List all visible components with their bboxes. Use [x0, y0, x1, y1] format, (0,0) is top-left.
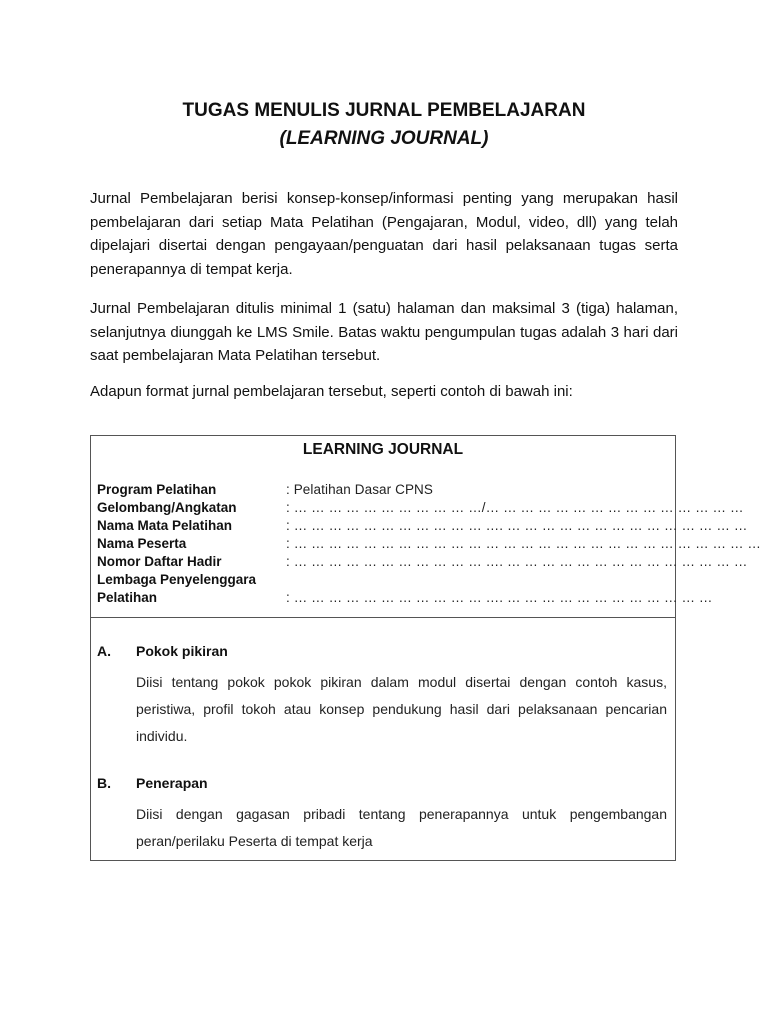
section-penerapan — [97, 773, 667, 853]
field-value: : … … … … … … … … … … … …. … … … … … … … … … … … … … … — [286, 554, 748, 569]
section-letter: A. — [97, 643, 111, 659]
section-body: Diisi tentang pokok pokok pikiran dalam modul disertai dengan contoh kasus, peristiwa, profil tokoh atau konsep pendukung hasil dari pelaksanaan pencarian individu. — [136, 674, 667, 744]
intro-paragraph-3: Adapun format jurnal pembelajaran tersebut, seperti contoh di bawah ini: — [90, 383, 573, 400]
document-subtitle: (LEARNING JOURNAL) — [279, 128, 489, 149]
field-value: : … … … … … … … … … … … …. … … … … … … … … … … … … — [286, 590, 713, 605]
field-label: Program Pelatihan — [97, 482, 217, 497]
field-gelombang-angkatan — [97, 499, 744, 517]
field-value: : … … … … … … … … … … … … … … … … … … … … … … … … … … … — [286, 536, 762, 551]
section-pokok-pikiran — [97, 641, 667, 744]
section-body: Diisi dengan gagasan pribadi tentang penerapannya untuk pengembangan peran/perilaku Peserta di tempat kerja — [136, 806, 667, 849]
field-label: Gelombang/Angkatan — [97, 500, 237, 515]
field-value: : … … … … … … … … … … … …. … … … … … … … … … … … … … … — [286, 518, 748, 533]
field-pelatihan — [97, 589, 713, 607]
field-label: Pelatihan — [97, 590, 158, 605]
intro-paragraph-2: Jurnal Pembelajaran ditulis minimal 1 (satu) halaman dan maksimal 3 (tiga) halaman, selanjutnya diunggah ke LMS Smile. Batas waktu pengumpulan tugas adalah 3 hari dari saat pembelajaran Mata Pelatihan tersebut. — [90, 300, 678, 364]
field-label: Nomor Daftar Hadir — [97, 554, 222, 569]
field-label: Nama Peserta — [97, 536, 187, 551]
section-heading: Pokok pikiran — [136, 643, 228, 659]
field-value: : … … … … … … … … … … …/… … … … … … … … … … … … … … … — [286, 500, 744, 515]
field-label: Lembaga Penyelenggara — [97, 572, 257, 587]
journal-title: LEARNING JOURNAL — [302, 441, 464, 458]
field-nomor-daftar-hadir — [97, 553, 748, 571]
field-lembaga-penyelenggara — [97, 571, 669, 589]
field-nama-mata-pelatihan — [97, 517, 748, 535]
field-label: Nama Mata Pelatihan — [97, 518, 233, 533]
intro-paragraph-1: Jurnal Pembelajaran berisi konsep-konsep/informasi penting yang merupakan hasil pembelajaran dari setiap Mata Pelatihan (Pengajaran, Modul, video, dll) yang telah dipelajari disertai dengan pengayaan/penguatan dari hasil pelaksanaan tugas serta penerapannya di tempat kerja. — [90, 190, 678, 278]
field-nama-peserta — [97, 535, 762, 553]
section-letter: B. — [97, 775, 111, 791]
learning-journal-form — [90, 435, 762, 861]
journal-header — [91, 436, 762, 618]
document-title: TUGAS MENULIS JURNAL PEMBELAJARAN — [182, 100, 586, 121]
field-value: : Pelatihan Dasar CPNS — [286, 482, 434, 497]
field-program-pelatihan — [97, 481, 669, 499]
section-heading: Penerapan — [136, 775, 208, 791]
